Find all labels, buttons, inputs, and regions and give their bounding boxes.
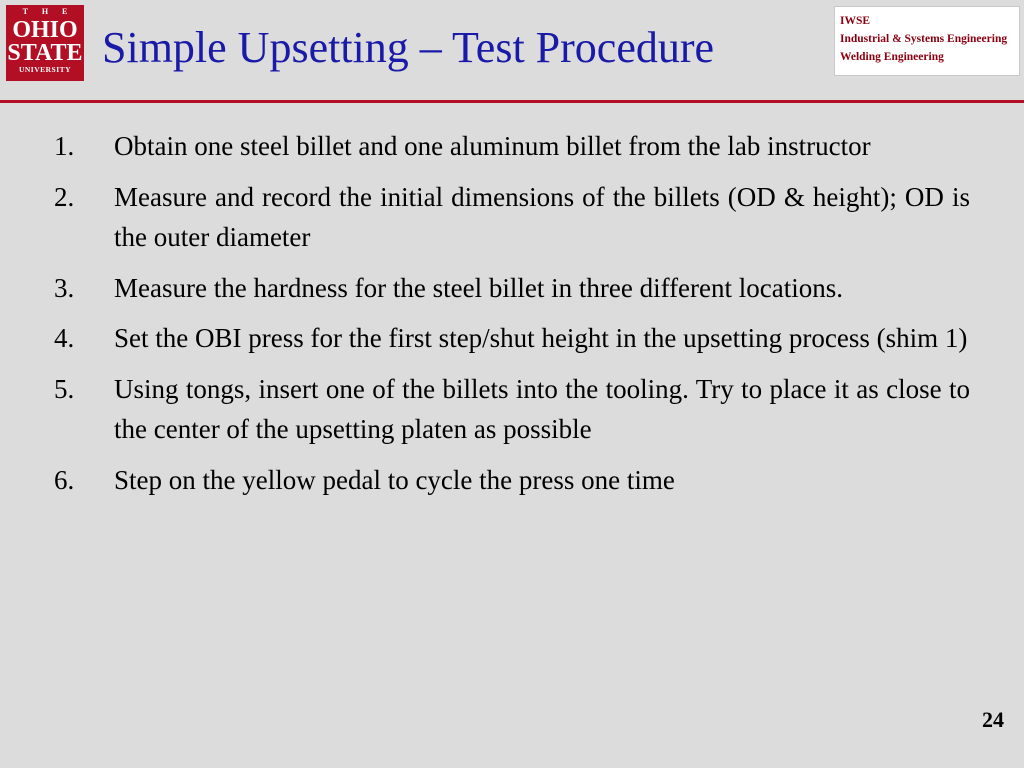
procedure-step — [0, 126, 1024, 167]
step-text: Using tongs, insert one of the billets into the tooling. Try to place it as close to the center of the upsetting platen as possible — [114, 373, 970, 444]
iwse-line-2: Industrial & Systems Engineering — [840, 33, 1008, 45]
ohio-state-logo — [6, 5, 84, 81]
procedure-step — [0, 369, 1024, 450]
iwse-line-1: IWSE — [840, 15, 871, 27]
procedure-steps-list — [0, 126, 1024, 510]
procedure-step — [0, 268, 1024, 309]
step-number: 4. — [54, 323, 75, 353]
slide-title: Simple Upsetting – Test Procedure — [102, 23, 715, 72]
iwse-badge — [834, 6, 1020, 76]
iwse-line-3: Welding Engineering — [840, 51, 944, 63]
step-number: 5. — [54, 373, 75, 404]
logo-the-text: T H E — [22, 7, 74, 16]
step-number: 2. — [54, 181, 75, 212]
procedure-step — [0, 460, 1024, 501]
logo-ohio-text: OHIO — [12, 17, 78, 43]
procedure-step — [0, 177, 1024, 258]
header-divider — [0, 100, 1024, 103]
step-text: Obtain one steel billet and one aluminum billet from the lab instructor — [114, 131, 871, 161]
logo-university-text: UNIVERSITY — [18, 65, 72, 74]
step-number: 6. — [54, 464, 75, 495]
logo-state-text: STATE — [7, 40, 83, 66]
page-number: 24 — [982, 707, 1004, 732]
step-text: Set the OBI press for the first step/shut height in the upsetting process (shim 1) — [114, 323, 968, 353]
step-text: Measure the hardness for the steel billet in three different locations. — [114, 272, 843, 303]
step-number: 3. — [54, 272, 75, 303]
step-number: 1. — [54, 131, 75, 161]
step-text: Measure and record the initial dimensions of the billets (OD & height); OD is the outer diameter — [114, 181, 970, 252]
step-text: Step on the yellow pedal to cycle the press one time — [114, 464, 675, 495]
procedure-step — [0, 318, 1024, 359]
